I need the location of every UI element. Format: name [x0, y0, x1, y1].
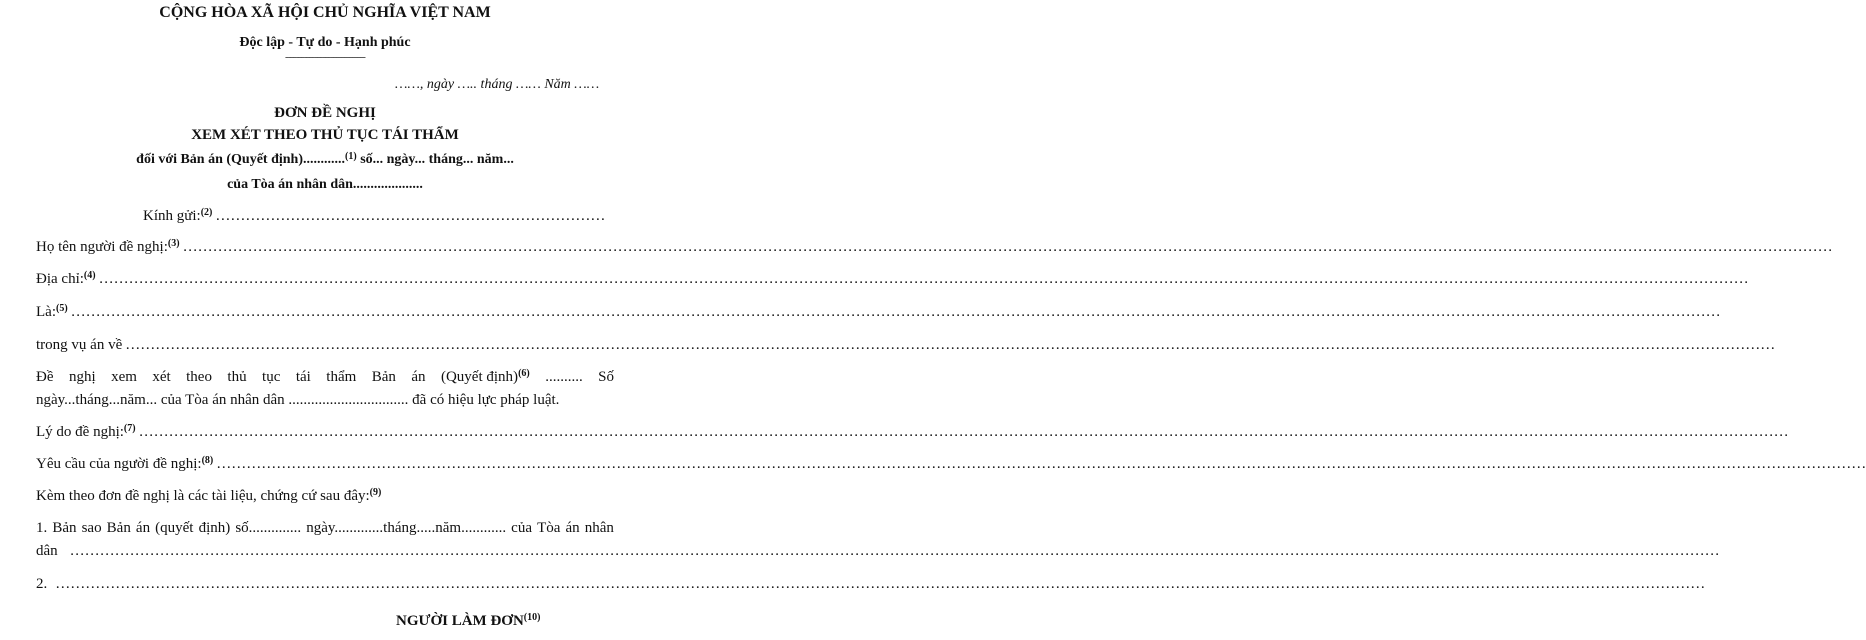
yeu-cau-label: Yêu cầu của người đề nghị:	[36, 456, 202, 472]
word: tái	[295, 369, 311, 385]
de-nghi-line-1	[36, 368, 614, 386]
ho-ten-field[interactable]: ……………………………………………………………………………………………………………………………………………………………………………………………………………………………………………………………………………………………………	[182, 239, 1833, 255]
attachment-1-line-1	[36, 519, 614, 537]
vu-an-label: trong vụ án về	[36, 337, 123, 353]
dia-chi-row	[36, 270, 1749, 288]
doc-subtitle: XEM XÉT THEO THỦ TỤC TÁI THẨM	[191, 127, 459, 143]
word: sao	[81, 520, 102, 536]
ly-do-label: Lý do đề nghị:	[36, 424, 124, 440]
word: Số	[598, 369, 614, 385]
word: Bản	[52, 520, 77, 536]
word: tục	[262, 369, 281, 385]
la-row	[36, 303, 1721, 321]
attachment-1-date[interactable]: ngày.............tháng.....năm............	[306, 520, 507, 536]
word: thẩm	[326, 369, 357, 385]
dia-chi-field[interactable]: ……………………………………………………………………………………………………………………………………………………………………………………………………………………………………………………………………………………………………	[98, 271, 1749, 287]
word: nhân	[584, 520, 614, 536]
court-line: của Tòa án nhân dân....................	[227, 177, 423, 192]
de-nghi-line-2: ngày...tháng...năm... của Tòa án nhân dân ................................ đã có hiệu lực pháp luật.	[36, 392, 560, 408]
kem-theo-row	[36, 487, 381, 505]
word: dân	[36, 543, 58, 559]
ref-1: (1)	[345, 151, 357, 162]
word: Bản	[371, 369, 396, 385]
ho-ten-row	[36, 238, 1833, 256]
word: án	[411, 369, 426, 385]
attachment-2-field[interactable]: ……………………………………………………………………………………………………………………………………………………………………………………………………………………………………………………………………………………………………	[55, 576, 1706, 592]
word: Bản	[106, 520, 131, 536]
motto: Độc lập - Tự do - Hạnh phúc	[239, 35, 411, 50]
ref-6: (6)	[518, 368, 530, 379]
watermark: ​	[192, 71, 208, 102]
la-field[interactable]: ……………………………………………………………………………………………………………………………………………………………………………………………………………………………………………………………………………………………………	[70, 304, 1721, 320]
vu-an-field[interactable]: ……………………………………………………………………………………………………………………………………………………………………………………………………………………………………………………………………………………………………	[125, 337, 1776, 353]
kinh-gui-label: Kính gửi:	[143, 208, 201, 224]
yeu-cau-field[interactable]: ……………………………………………………………………………………………………………………………………………………………………………………………………………………………………………………………………………………………………	[216, 456, 1866, 472]
word: theo	[186, 369, 212, 385]
ho-ten-label: Họ tên người đề nghị:	[36, 239, 168, 255]
country-heading: CỘNG HÒA XÃ HỘI CHỦ NGHĨA VIỆT NAM	[159, 4, 491, 21]
attachment-1-line-2	[36, 542, 1720, 560]
la-label: Là:	[36, 304, 56, 320]
word: thủ	[227, 369, 247, 385]
ref-4: (4)	[83, 270, 96, 281]
ly-do-field[interactable]: ……………………………………………………………………………………………………………………………………………………………………………………………………………………………………………………………………………………………………	[138, 424, 1789, 440]
motto-underline: ------------------------------	[285, 51, 365, 63]
ref-2: (2)	[200, 207, 213, 218]
word: xem	[111, 369, 137, 385]
word: (quyết	[155, 520, 194, 536]
word-with-ref	[441, 368, 530, 386]
attachment-1-number[interactable]: số..............	[235, 520, 302, 536]
date-line: ……, ngày ….. tháng …… Năm ……	[395, 77, 600, 92]
subject-tail: số... ngày... tháng... năm...	[360, 152, 514, 167]
yeu-cau-row	[36, 455, 1866, 473]
word: xét	[152, 369, 171, 385]
word: nghị	[68, 369, 96, 385]
attachment-2-label: 2.	[36, 576, 48, 592]
word: Tòa	[537, 520, 561, 536]
signature-label: NGƯỜI LÀM ĐƠN	[396, 613, 524, 629]
ly-do-row	[36, 423, 1789, 441]
kem-theo-text: Kèm theo đơn đề nghị là các tài liệu, chứng cứ sau đây:	[36, 488, 370, 504]
word: 1.	[36, 520, 48, 536]
ref-7: (7)	[123, 423, 136, 434]
word: án	[135, 520, 151, 536]
ref-5: (5)	[56, 303, 68, 314]
ref-3: (3)	[167, 238, 180, 249]
ref-9: (9)	[369, 487, 382, 498]
de-nghi-field[interactable]: ..........	[545, 369, 583, 385]
kinh-gui-dots[interactable]: ……………………………………………………………………	[215, 208, 606, 224]
doc-title: ĐƠN ĐỀ NGHỊ	[274, 105, 376, 121]
attachment-1-court-field[interactable]: ……………………………………………………………………………………………………………………………………………………………………………………………………………………………………………………………………………………………………	[69, 543, 1720, 559]
word: (Quyết định)	[440, 369, 519, 385]
signature-label-row	[396, 612, 540, 630]
kinh-gui-row	[143, 207, 606, 225]
dia-chi-label: Địa chỉ:	[36, 271, 84, 287]
word: án	[565, 520, 580, 536]
word: định)	[198, 520, 231, 536]
subject-text: đối với Bản án (Quyết định)............	[136, 152, 346, 167]
word: của	[511, 520, 532, 536]
word: Đề	[36, 369, 54, 385]
vu-an-row	[36, 336, 1776, 354]
subject-line	[0, 151, 650, 169]
attachment-2-row	[36, 575, 1706, 593]
ref-8: (8)	[201, 455, 214, 466]
ref-10: (10)	[523, 612, 541, 623]
